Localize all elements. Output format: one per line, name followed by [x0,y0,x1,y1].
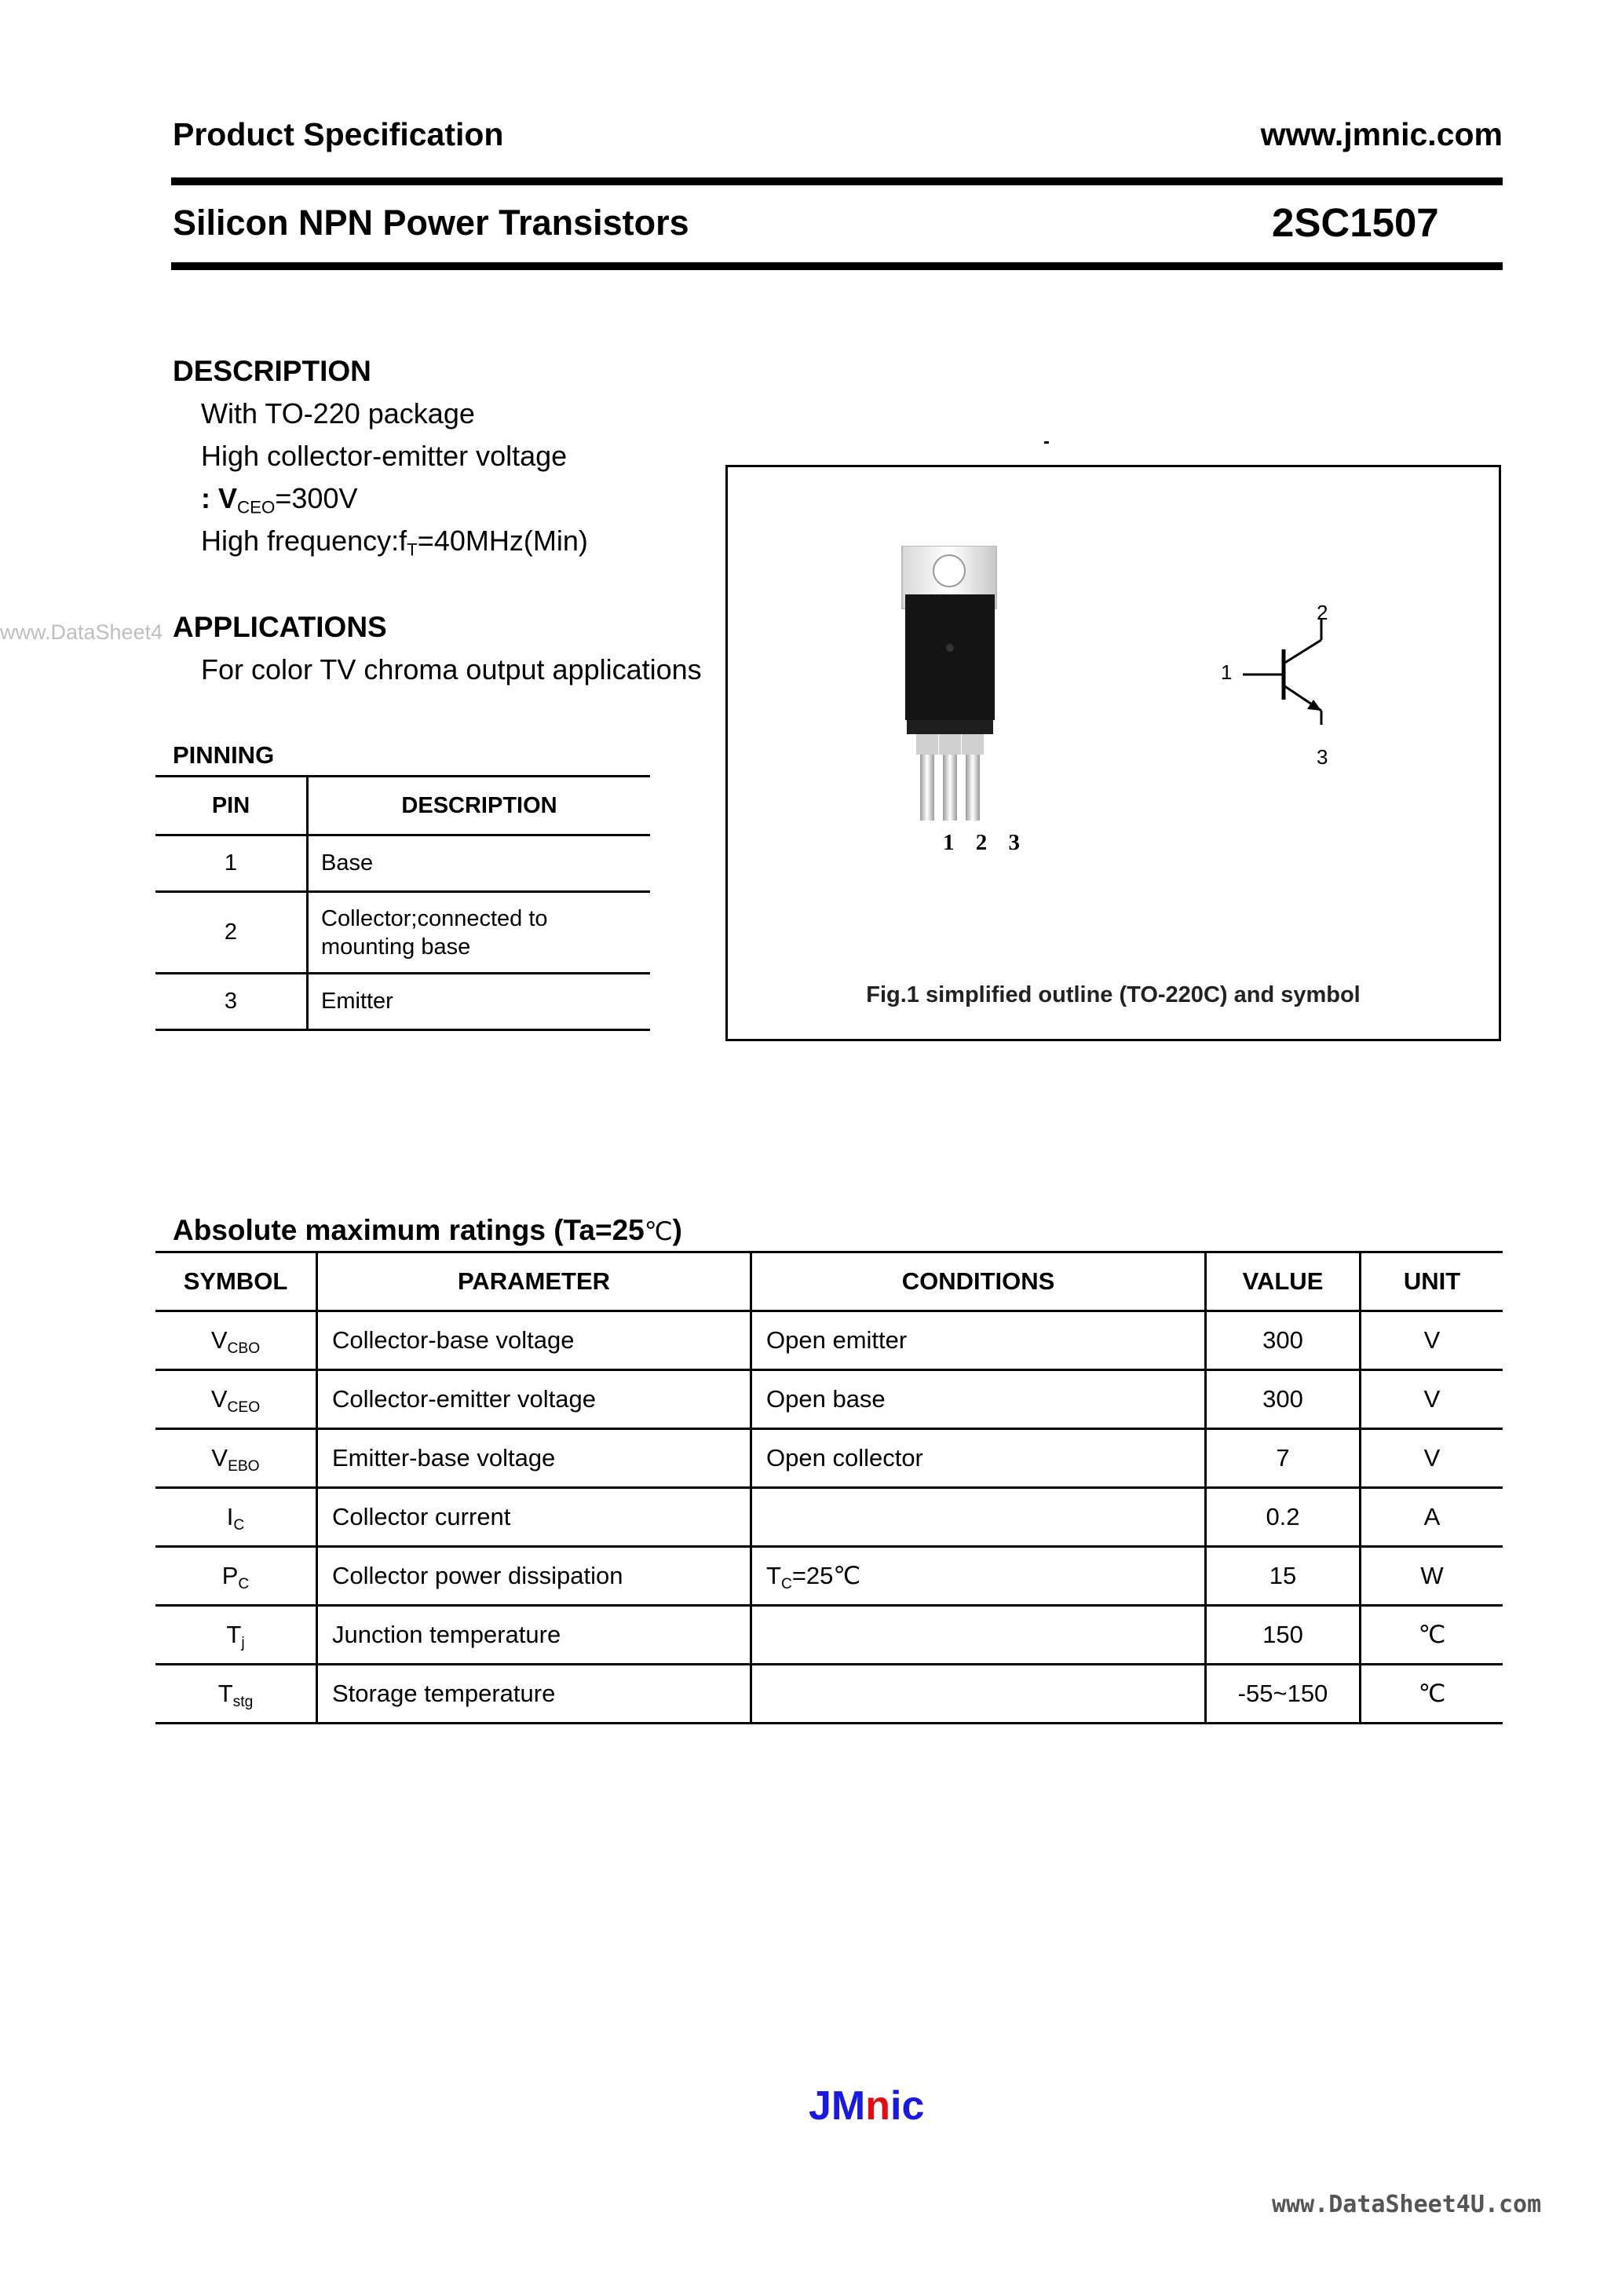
symbol-label-2: 2 [1317,601,1328,624]
cond-value: =25℃ [791,1562,861,1589]
symbol-sub: j [241,1634,245,1651]
watermark-left: www.DataSheet4 [0,620,163,644]
table-row [155,892,650,974]
symbol-letter: V [210,1326,228,1354]
symbol-sub: CBO [227,1340,261,1357]
ratings-title-unit: ℃ [644,1217,673,1245]
pinning-table [155,775,650,1031]
table-row [155,1606,1503,1665]
conditions-cell [751,1665,1206,1724]
value-cell: 0.2 [1206,1488,1361,1547]
conditions-cell: Open base [751,1370,1206,1429]
col-conditions: CONDITIONS [751,1252,1206,1311]
conditions-cell: Open collector [751,1429,1206,1488]
pin-description-line-2: mounting base [321,934,471,960]
unit-cell: V [1361,1429,1503,1488]
logo-part-a: JM [809,2083,866,2129]
ratings-table [155,1251,1503,1724]
conditions-cell [751,1606,1206,1665]
symbol-label-3: 3 [1317,745,1328,769]
logo-part-c: ic [890,2083,925,2129]
symbol-letter: T [226,1621,242,1648]
symbol-sub: C [238,1575,250,1592]
pin-description: Emitter [308,974,651,1030]
header-rule-top [171,177,1503,185]
pinning-title: PINNING [173,741,275,769]
symbol-sub: EBO [228,1457,260,1475]
symbol-cell [155,1429,317,1488]
pin-description: Base [308,835,651,892]
ratings-title-text: Absolute maximum ratings (Ta=25 [173,1214,645,1246]
cond-sub: C [780,1575,792,1592]
lead-labels: 1 2 3 [943,830,1028,855]
col-unit: UNIT [1361,1252,1503,1311]
col-description: DESCRIPTION [308,777,651,835]
part-number: 2SC1507 [1272,200,1439,245]
parameter-cell: Collector power dissipation [317,1547,751,1606]
description-line-2: High collector-emitter voltage [201,440,568,472]
description-line-4 [201,525,588,558]
symbol-sub: C [233,1516,245,1534]
conditions-cell: Open emitter [751,1311,1206,1370]
ratings-title-close: ) [672,1214,682,1246]
value-cell: 15 [1206,1547,1361,1606]
applications-line-1: For color TV chroma output applications [201,653,702,686]
col-pin: PIN [155,777,308,835]
symbol-cell [155,1665,317,1724]
ratings-title [173,1214,682,1247]
watermark-bottom: www.DataSheet4U.com [1272,2191,1542,2218]
unit-cell: ℃ [1361,1665,1503,1724]
description-line-1: With TO-220 package [201,397,475,430]
symbol-cell [155,1606,317,1665]
pin-description [308,892,651,974]
figure-box [725,465,1501,1041]
conditions-cell [751,1547,1206,1606]
pin-number: 3 [155,974,308,1030]
parameter-cell: Emitter-base voltage [317,1429,751,1488]
col-value: VALUE [1206,1252,1361,1311]
table-row [155,1429,1503,1488]
symbol-cell [155,1311,317,1370]
table-row [155,1488,1503,1547]
to220-package-image [885,546,1026,828]
pin-number: 2 [155,892,308,974]
applications-title: APPLICATIONS [173,611,387,643]
colon: : V [201,482,238,514]
table-row [155,1311,1503,1370]
conditions-cell [751,1488,1206,1547]
symbol-letter: I [226,1503,234,1530]
npn-transistor-symbol-icon [1230,601,1356,742]
unit-cell: V [1361,1370,1503,1429]
symbol-cell [155,1488,317,1547]
header-website: www.jmnic.com [1260,116,1503,152]
parameter-cell: Junction temperature [317,1606,751,1665]
symbol-sub: CEO [227,1398,261,1416]
unit-cell: V [1361,1311,1503,1370]
cond-letter: T [766,1562,781,1589]
header-left: Product Specification [173,116,504,152]
table-row [155,1370,1503,1429]
value-cell: -55~150 [1206,1665,1361,1724]
symbol-letter: T [217,1680,233,1707]
table-row [155,1665,1503,1724]
freq-value: =40MHz(Min) [417,525,588,557]
parameter-cell: Collector-emitter voltage [317,1370,751,1429]
description-line-3 [201,482,357,515]
col-parameter: PARAMETER [317,1252,751,1311]
header-rule-bottom [171,262,1503,270]
symbol-label-1: 1 [1221,660,1233,684]
symbol-cell [155,1547,317,1606]
unit-cell: ℃ [1361,1606,1503,1665]
symbol-cell [155,1370,317,1429]
symbol-letter: P [221,1562,239,1589]
description-title: DESCRIPTION [173,355,371,387]
pinning-header-row [155,777,650,835]
value-cell: 300 [1206,1370,1361,1429]
parameter-cell: Storage temperature [317,1665,751,1724]
symbol-letter: V [211,1444,228,1472]
value-cell: 7 [1206,1429,1361,1488]
sub-ceo: CEO [237,497,276,517]
table-row [155,835,650,892]
pin-number: 1 [155,835,308,892]
symbol-letter: V [210,1385,228,1413]
table-row [155,974,650,1030]
product-line: Silicon NPN Power Transistors [173,203,689,243]
unit-cell: W [1361,1547,1503,1606]
freq-prefix: High frequency:f [201,525,407,557]
table-row [155,1547,1503,1606]
logo-part-b: n [865,2083,891,2129]
tick-mark [1044,441,1049,444]
vceo-value: =300V [275,482,358,514]
col-symbol: SYMBOL [155,1252,317,1311]
parameter-cell: Collector current [317,1488,751,1547]
pin-description-line-1: Collector;connected to [321,905,548,931]
sub-t: T [407,539,418,560]
value-cell: 150 [1206,1606,1361,1665]
parameter-cell: Collector-base voltage [317,1311,751,1370]
ratings-header-row [155,1252,1503,1311]
symbol-sub: stg [232,1693,254,1710]
jmnic-logo [809,2082,924,2130]
unit-cell: A [1361,1488,1503,1547]
value-cell: 300 [1206,1311,1361,1370]
figure-caption: Fig.1 simplified outline (TO-220C) and symbol [866,982,1361,1007]
